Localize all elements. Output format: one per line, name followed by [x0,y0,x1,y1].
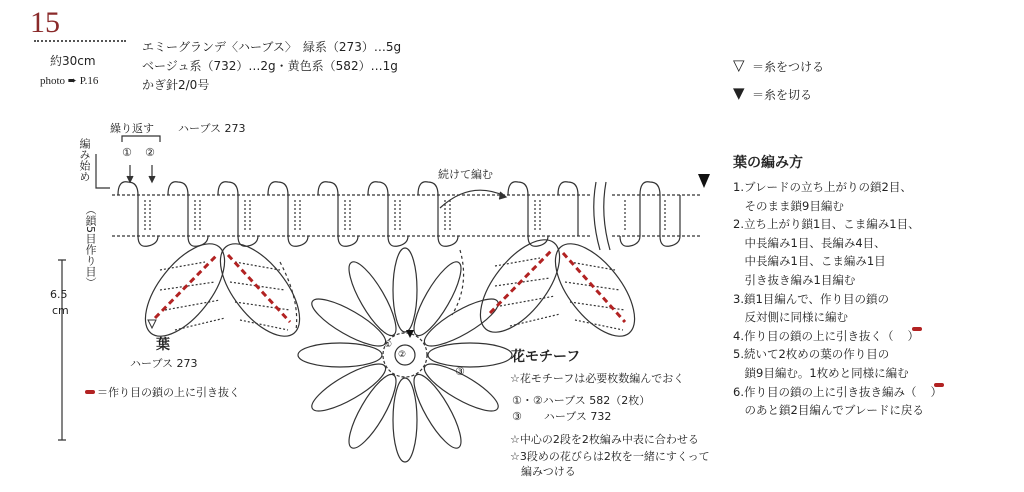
leaf-instructions-title: 葉の編み方 [733,155,803,171]
attach-legend-text: ＝糸をつける [752,60,825,74]
continue-label: 続けて編む [438,168,493,181]
instruction-line [733,327,942,346]
finished-size: 約30cm [50,54,96,68]
cut-symbol: ▼ [733,84,745,102]
instruction-line: 中長編み1目、こま編み1目 [733,254,886,269]
repeat-mark: ① [122,146,132,159]
flower-note: ③ ハーブス 732 [512,410,612,423]
instruction-line: 反対側に同様に編む [733,310,848,325]
instruction-text: 4.作り目の鎖の上に引き抜く（ [733,328,894,343]
instruction-suffix: ） [907,328,919,343]
hook-size: かぎ針2/0号 [142,78,210,92]
repeat-mark: ② [145,146,155,159]
cut-legend-text: ＝糸を切る [752,88,813,102]
repeat-label: 繰り返す [110,122,154,135]
chain-label: （鎖5目作り目） [84,204,97,288]
instruction-suffix: ） [930,384,942,399]
instruction-line: 5.続いて2枚めの葉の作り目の [733,347,890,362]
round-label: ③ [455,365,465,378]
instruction-text: 6.作り目の鎖の上に引き抜き編み（ [733,384,917,399]
material-line: エミーグランデ〈ハーブス〉 緑系（273）…5g [142,40,402,54]
round-label: ② [398,350,407,360]
instruction-line [733,383,942,402]
instruction-line: のあと鎖2目編んでブレードに戻る [733,403,924,418]
slip-legend-text: ＝作り目の鎖の上に引き抜く [97,386,240,399]
start-label: 編み始め [78,138,91,182]
instruction-line: 中長編み1目、長編み4目、 [733,235,886,250]
material-line: ベージュ系（732）…2g・黄色系（582）…1g [142,59,398,73]
height-value: 6.5 [50,288,68,301]
pattern-number: 15 [30,6,60,39]
leaf-instructions [733,178,942,420]
instruction-line: 2.立ち上がり鎖1目、こま編み1目、 [733,217,920,232]
flower-note: ☆3段めの花びらは2枚を一緒にすくって [510,450,710,463]
flower-note: ☆中心の2段を2枚編み中表に合わせる [510,433,699,446]
leaf-title: 葉 [156,337,170,353]
round-label: ① [384,340,393,350]
instruction-line: 1.ブレードの立ち上がりの鎖2目、 [733,180,912,194]
flower-note: ①・②ハーブス 582（2枚） [512,394,651,407]
height-unit: cm [52,304,69,317]
instruction-line: そのまま鎖9目編む [733,198,844,213]
flower-note: ☆花モチーフは必要枚数編んでおく [510,372,685,385]
repeat-yarn-label: ハーブス 273 [178,122,246,135]
instruction-line: 鎖9目編む。1枚めと同様に編む [733,365,909,380]
attach-symbol: ▽ [733,56,745,74]
flower-note: 編みつける [510,465,576,478]
flower-title: 花モチーフ [511,349,581,365]
instruction-line: 引き抜き編み1目編む [733,272,856,287]
photo-reference: photo ➨ P.16 [40,75,99,87]
leaf-yarn: ハーブス 273 [130,357,198,370]
instruction-line: 3.鎖1目編んで、作り目の鎖の [733,291,890,306]
